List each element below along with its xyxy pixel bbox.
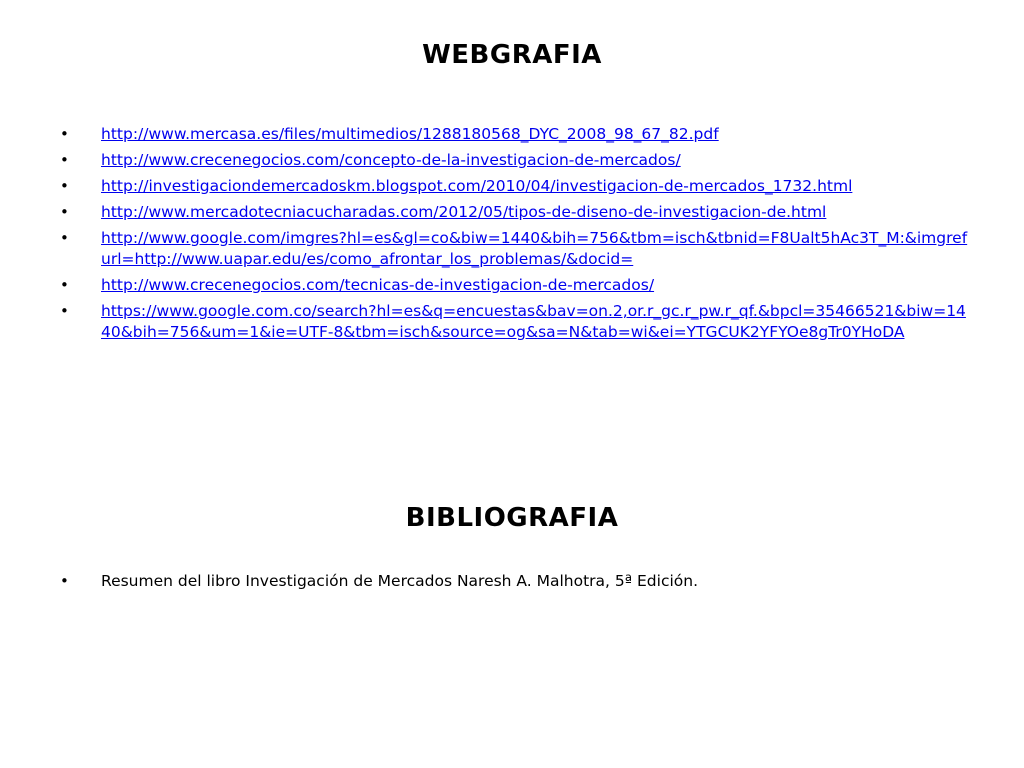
list-item bbox=[60, 275, 970, 296]
reference-link[interactable]: http://www.mercasa.es/files/multimedios/1288180568_DYC_2008_98_67_82.pdf bbox=[101, 125, 719, 143]
list-item bbox=[60, 571, 970, 592]
list-item bbox=[60, 124, 970, 145]
reference-link[interactable]: http://investigaciondemercadoskm.blogspot.com/2010/04/investigacion-de-mercados_1732.html bbox=[101, 177, 853, 195]
bullet-icon: • bbox=[60, 203, 69, 221]
bibliography-entry: Resumen del libro Investigación de Mercados Naresh A. Malhotra, 5ª Edición. bbox=[101, 572, 698, 590]
webgrafia-list bbox=[60, 124, 970, 348]
webgrafia-heading: WEBGRAFIA bbox=[422, 40, 602, 70]
bullet-icon: • bbox=[60, 125, 69, 143]
reference-link[interactable]: https://www.google.com.co/search?hl=es&q=encuestas&bav=on.2,or.r_gc.r_pw.r_qf.&bpcl=35466521&biw=1440&bih=756&um=1&ie=UTF-8&tbm=isch&source=og&sa=N&tab=wi&ei=YTGCUK2YFYOe8gTr0YHoDA bbox=[101, 302, 966, 341]
reference-link[interactable]: http://www.crecenegocios.com/tecnicas-de-investigacion-de-mercados/ bbox=[101, 276, 655, 294]
bullet-icon: • bbox=[60, 276, 69, 294]
list-item bbox=[60, 202, 970, 223]
bullet-icon: • bbox=[60, 229, 69, 247]
list-item bbox=[60, 150, 970, 171]
bullet-icon: • bbox=[60, 572, 69, 590]
list-item bbox=[60, 301, 970, 343]
bullet-icon: • bbox=[60, 151, 69, 169]
bibliografia-list bbox=[60, 571, 970, 597]
bullet-icon: • bbox=[60, 302, 69, 320]
bibliografia-heading: BIBLIOGRAFIA bbox=[405, 503, 619, 533]
bullet-icon: • bbox=[60, 177, 69, 195]
reference-link[interactable]: http://www.google.com/imgres?hl=es&gl=co&biw=1440&bih=756&tbm=isch&tbnid=F8Ualt5hAc3T_M:&imgrefurl=http://www.uapar.edu/es/como_afrontar_los_problemas/&docid= bbox=[101, 229, 968, 268]
list-item bbox=[60, 228, 970, 270]
reference-link[interactable]: http://www.crecenegocios.com/concepto-de-la-investigacion-de-mercados/ bbox=[101, 151, 681, 169]
reference-link[interactable]: http://www.mercadotecniacucharadas.com/2012/05/tipos-de-diseno-de-investigacion-de.html bbox=[101, 203, 827, 221]
list-item bbox=[60, 176, 970, 197]
